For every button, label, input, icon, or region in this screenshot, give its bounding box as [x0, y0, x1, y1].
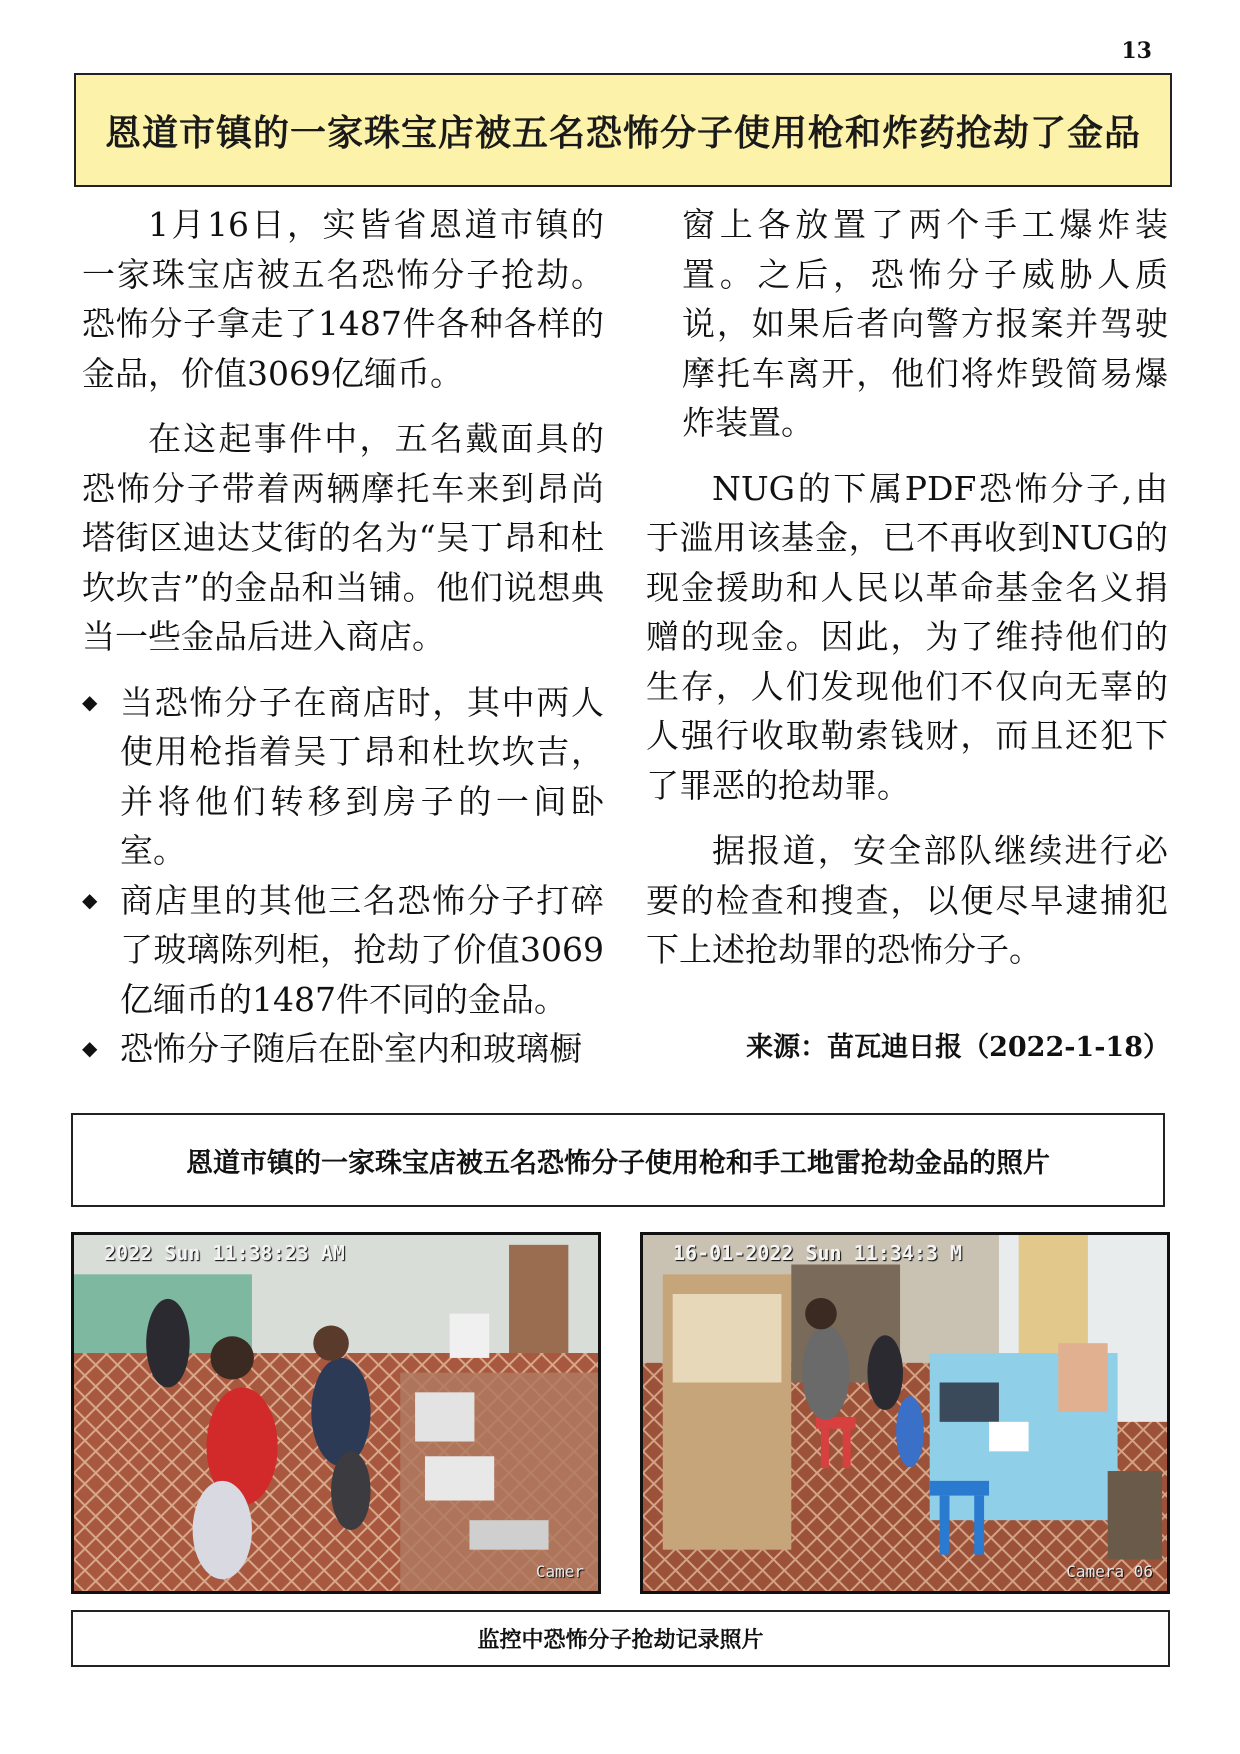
paragraph: 在这起事件中，五名戴面具的恐怖分子带着两辆摩托车来到昂尚塔街区迪达艾街的名为“吴丁昂和杜坎坎吉”的金品和当铺。他们说想典当一些金品后进入商店。: [82, 419, 604, 656]
photo-caption-box: [71, 1113, 1165, 1207]
list-item-text: 当恐怖分子在商店时，其中两人使用枪指着吴丁昂和杜坎坎吉，并将他们转移到房子的一间卧室。: [120, 682, 604, 870]
article-title: 恩道市镇的一家珠宝店被五名恐怖分子使用枪和炸药抢劫了金品: [104, 111, 1141, 154]
paragraph: NUG的下属PDF恐怖分子,由于滥用该基金，已不再收到NUG的现金援助和人民以革命基金名义捐赠的现金。因此，为了维持他们的生存，人们发现他们不仅向无辜的人强行收取勒索钱财，而且还犯下了罪恶的抢劫罪。: [646, 468, 1168, 805]
page-number: 13: [1121, 38, 1152, 64]
list-item: [82, 678, 604, 876]
cctv-photo-left: [71, 1232, 601, 1594]
left-column: [82, 200, 604, 1074]
camera-label: Camera 06: [1066, 1562, 1153, 1581]
cctv-scene-right: [643, 1235, 1167, 1591]
source-citation: 来源：苗瓦迪日报（2022-1-18）: [746, 1032, 1170, 1063]
list-item-text: 商店里的其他三名恐怖分子打碎了玻璃陈列柜，抢劫了价值3069亿缅币的1487件不同的金品。: [120, 880, 604, 1019]
diamond-bullet-icon: ◆: [82, 1036, 98, 1060]
bottom-caption: 监控中恐怖分子抢劫记录照片: [477, 1627, 764, 1653]
diamond-bullet-icon: ◆: [82, 689, 98, 714]
paragraph: 1月16日，实皆省恩道市镇的一家珠宝店被五名恐怖分子抢劫。恐怖分子拿走了1487件各种各样的金品，价值3069亿缅币。: [82, 205, 604, 393]
paragraph-continuation: 窗上各放置了两个手工爆炸装置。之后，恐怖分子威胁人质说，如果后者向警方报案并驾驶摩托车离开，他们将炸毁简易爆炸装置。: [682, 205, 1168, 442]
bottom-caption-box: [71, 1610, 1170, 1667]
diamond-bullet-icon: ◆: [82, 887, 98, 912]
cctv-timestamp: 2022 Sun 11:38:23 AM: [104, 1241, 345, 1265]
cctv-scene-left: [74, 1235, 598, 1591]
bullet-list: [82, 678, 604, 1074]
article-title-box: [74, 73, 1172, 187]
camera-label: Camer: [535, 1562, 584, 1581]
list-item: [82, 1024, 604, 1074]
photo-caption: 恩道市镇的一家珠宝店被五名恐怖分子使用枪和手工地雷抢劫金品的照片: [186, 1147, 1050, 1179]
cctv-photo-right: [640, 1232, 1170, 1594]
paragraph: 据报道，安全部队继续进行必要的检查和搜查，以便尽早逮捕犯下上述抢劫罪的恐怖分子。: [646, 831, 1168, 969]
list-item-text: 恐怖分子随后在卧室内和玻璃橱: [120, 1029, 582, 1068]
cctv-timestamp: 16-01-2022 Sun 11:34:3 M: [673, 1241, 962, 1265]
right-column: [646, 200, 1168, 991]
list-item: [82, 876, 604, 1025]
